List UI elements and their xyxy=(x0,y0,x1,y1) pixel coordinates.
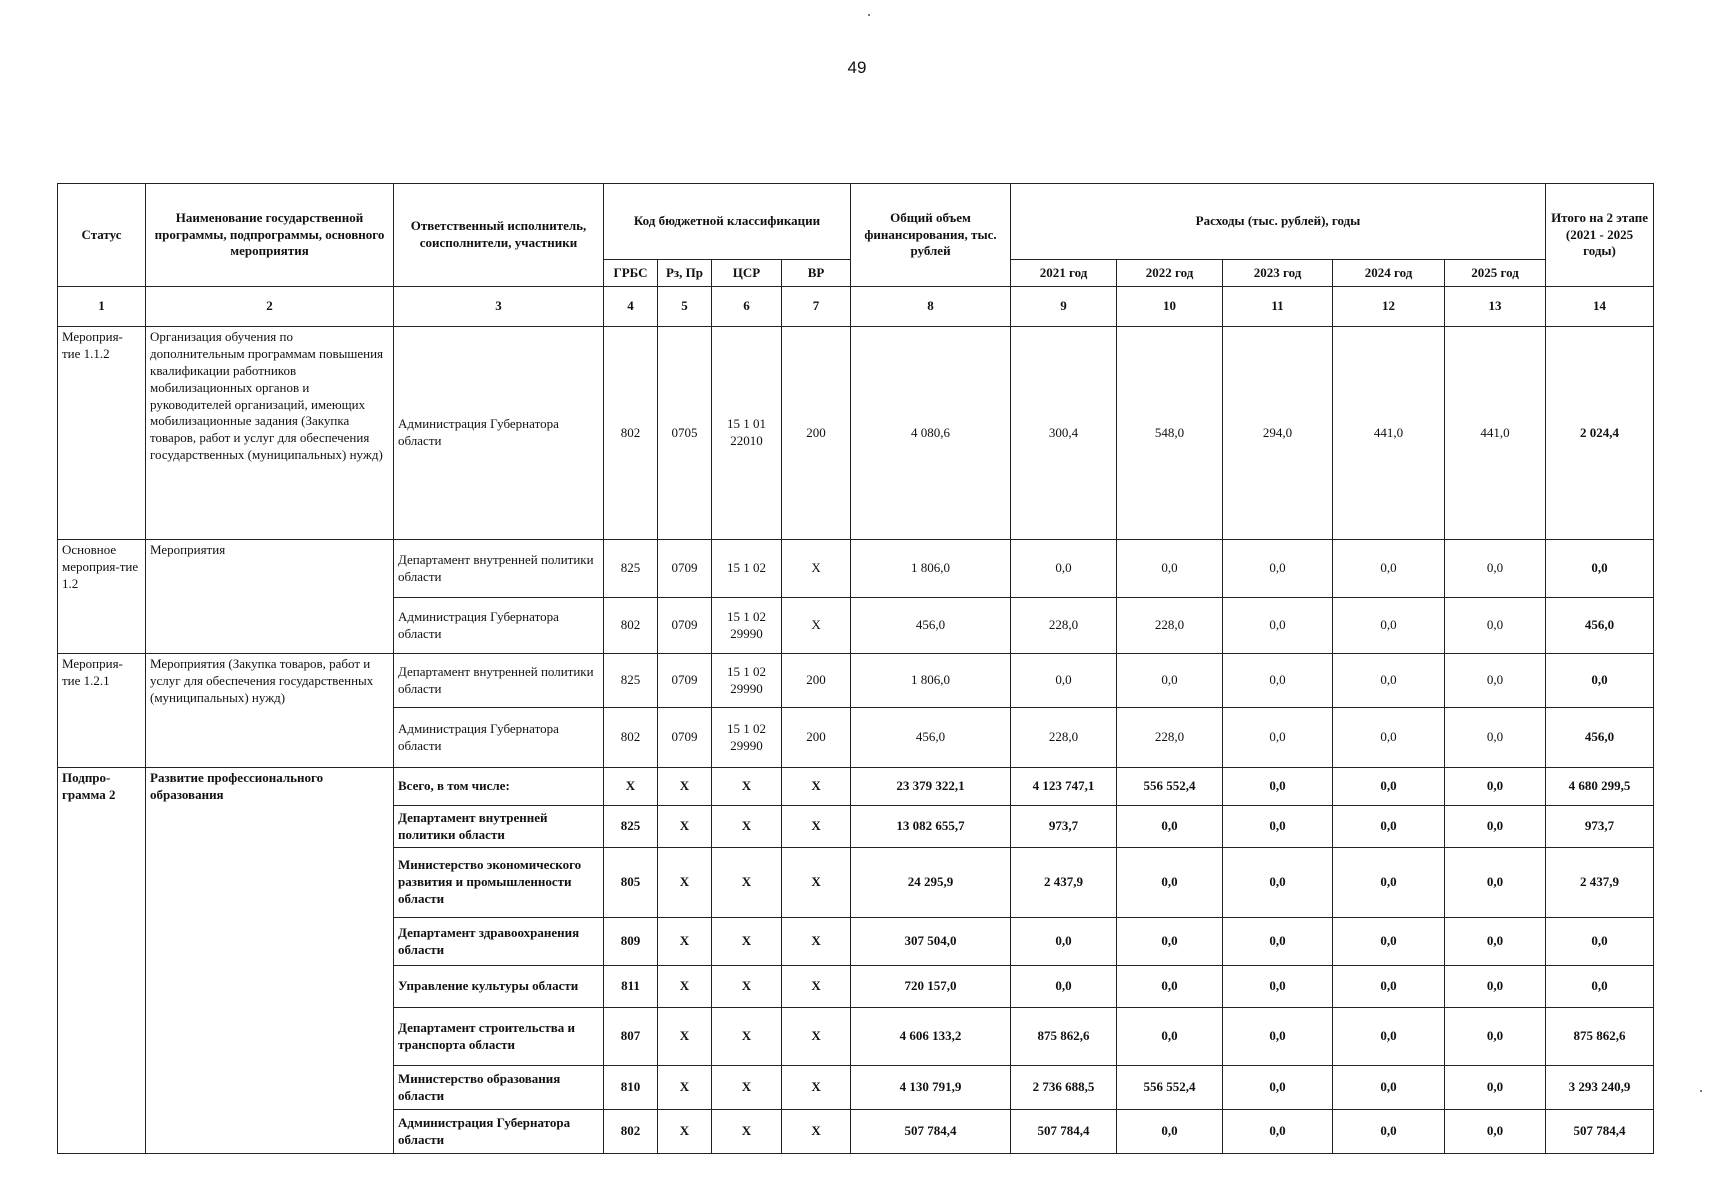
year-2022-cell: 0,0 xyxy=(1117,806,1223,848)
year-2022-cell: 0,0 xyxy=(1117,540,1223,598)
year-2021-cell: 0,0 xyxy=(1011,654,1117,708)
executor-cell: Департамент здравоохранения области xyxy=(394,918,604,966)
header-year-2021: 2021 год xyxy=(1011,260,1117,287)
column-number-row xyxy=(58,287,1654,327)
executor-cell: Управление культуры области xyxy=(394,966,604,1008)
column-number: 11 xyxy=(1223,287,1333,327)
header-stage-total: Итого на 2 этапе (2021 - 2025 годы) xyxy=(1546,184,1654,287)
year-2023-cell: 0,0 xyxy=(1223,654,1333,708)
year-2023-cell: 0,0 xyxy=(1223,966,1333,1008)
header-grbs: ГРБС xyxy=(604,260,658,287)
grbs-cell: 825 xyxy=(604,806,658,848)
executor-cell: Администрация Губернатора области xyxy=(394,708,604,768)
vr-cell: Х xyxy=(782,918,851,966)
table-row xyxy=(58,327,1654,540)
column-number: 13 xyxy=(1445,287,1546,327)
status-cell: Мероприя-тие 1.2.1 xyxy=(58,654,146,768)
executor-cell: Администрация Губернатора области xyxy=(394,598,604,654)
vr-cell: Х xyxy=(782,598,851,654)
grbs-cell: 809 xyxy=(604,918,658,966)
year-2024-cell: 0,0 xyxy=(1333,598,1445,654)
year-2023-cell: 0,0 xyxy=(1223,540,1333,598)
year-2023-cell: 0,0 xyxy=(1223,1110,1333,1154)
header-total-volume: Общий объем финансирования, тыс. рублей xyxy=(851,184,1011,287)
header-year-2024: 2024 год xyxy=(1333,260,1445,287)
year-2022-cell: 548,0 xyxy=(1117,327,1223,540)
csr-cell: Х xyxy=(712,1110,782,1154)
year-2025-cell: 0,0 xyxy=(1445,918,1546,966)
year-2021-cell: 4 123 747,1 xyxy=(1011,768,1117,806)
rzpr-cell: Х xyxy=(658,1110,712,1154)
vr-cell: Х xyxy=(782,768,851,806)
year-2025-cell: 0,0 xyxy=(1445,806,1546,848)
grbs-cell: 802 xyxy=(604,1110,658,1154)
table-body xyxy=(58,327,1654,1154)
csr-cell: Х xyxy=(712,806,782,848)
year-2025-cell: 0,0 xyxy=(1445,654,1546,708)
year-2024-cell: 0,0 xyxy=(1333,1066,1445,1110)
year-2023-cell: 0,0 xyxy=(1223,708,1333,768)
header-year-2025: 2025 год xyxy=(1445,260,1546,287)
csr-cell: Х xyxy=(712,1066,782,1110)
executor-cell: Департамент внутренней политики области xyxy=(394,540,604,598)
executor-cell: Департамент строительства и транспорта области xyxy=(394,1008,604,1066)
total-volume-cell: 456,0 xyxy=(851,598,1011,654)
status-cell: Мероприя-тие 1.1.2 xyxy=(58,327,146,540)
total-volume-cell: 307 504,0 xyxy=(851,918,1011,966)
status-cell: Основное мероприя-тие 1.2 xyxy=(58,540,146,654)
year-2023-cell: 0,0 xyxy=(1223,806,1333,848)
header-budget-code: Код бюджетной классификации xyxy=(604,184,851,260)
rzpr-cell: Х xyxy=(658,848,712,918)
stage-total-cell: 0,0 xyxy=(1546,654,1654,708)
executor-cell: Администрация Губернатора области xyxy=(394,1110,604,1154)
vr-cell: Х xyxy=(782,1008,851,1066)
year-2022-cell: 0,0 xyxy=(1117,1110,1223,1154)
page-number: 49 xyxy=(847,58,867,77)
year-2022-cell: 228,0 xyxy=(1117,708,1223,768)
program-name-cell: Организация обучения по дополнительным программам повышения квалификации работников мобилизационных органов и руководителей организаций, имеющих мобилизационные задания (Закупка товаров, работ и услуг для обеспечения государственных (муниципальных) нужд) xyxy=(146,327,394,540)
header-year-2022: 2022 год xyxy=(1117,260,1223,287)
year-2024-cell: 0,0 xyxy=(1333,768,1445,806)
year-2022-cell: 0,0 xyxy=(1117,966,1223,1008)
year-2022-cell: 0,0 xyxy=(1117,1008,1223,1066)
year-2021-cell: 0,0 xyxy=(1011,918,1117,966)
column-number: 8 xyxy=(851,287,1011,327)
year-2023-cell: 0,0 xyxy=(1223,918,1333,966)
header-rzpr: Рз, Пр xyxy=(658,260,712,287)
csr-cell: 15 1 02 29990 xyxy=(712,654,782,708)
stage-total-cell: 0,0 xyxy=(1546,540,1654,598)
stage-total-cell: 2 437,9 xyxy=(1546,848,1654,918)
grbs-cell: 802 xyxy=(604,598,658,654)
csr-cell: Х xyxy=(712,848,782,918)
year-2023-cell: 0,0 xyxy=(1223,768,1333,806)
grbs-cell: 811 xyxy=(604,966,658,1008)
stage-total-cell: 0,0 xyxy=(1546,966,1654,1008)
column-number: 10 xyxy=(1117,287,1223,327)
year-2025-cell: 0,0 xyxy=(1445,598,1546,654)
rzpr-cell: Х xyxy=(658,966,712,1008)
header-year-2023: 2023 год xyxy=(1223,260,1333,287)
stage-total-cell: 973,7 xyxy=(1546,806,1654,848)
year-2024-cell: 441,0 xyxy=(1333,327,1445,540)
year-2023-cell: 0,0 xyxy=(1223,598,1333,654)
year-2024-cell: 0,0 xyxy=(1333,918,1445,966)
executor-cell: Всего, в том числе: xyxy=(394,768,604,806)
vr-cell: Х xyxy=(782,848,851,918)
rzpr-cell: 0709 xyxy=(658,598,712,654)
rzpr-cell: 0709 xyxy=(658,654,712,708)
csr-cell: 15 1 02 29990 xyxy=(712,598,782,654)
year-2022-cell: 556 552,4 xyxy=(1117,768,1223,806)
rzpr-cell: Х xyxy=(658,1066,712,1110)
year-2025-cell: 0,0 xyxy=(1445,540,1546,598)
column-number: 1 xyxy=(58,287,146,327)
total-volume-cell: 23 379 322,1 xyxy=(851,768,1011,806)
stage-total-cell: 456,0 xyxy=(1546,598,1654,654)
csr-cell: Х xyxy=(712,918,782,966)
year-2025-cell: 0,0 xyxy=(1445,708,1546,768)
scan-artifact xyxy=(868,14,870,16)
rzpr-cell: Х xyxy=(658,1008,712,1066)
year-2023-cell: 294,0 xyxy=(1223,327,1333,540)
grbs-cell: 810 xyxy=(604,1066,658,1110)
year-2025-cell: 0,0 xyxy=(1445,1110,1546,1154)
year-2025-cell: 0,0 xyxy=(1445,1066,1546,1110)
program-name-cell: Мероприятия (Закупка товаров, работ и услуг для обеспечения государственных (муниципальных) нужд) xyxy=(146,654,394,768)
header-expenses: Расходы (тыс. рублей), годы xyxy=(1011,184,1546,260)
year-2024-cell: 0,0 xyxy=(1333,966,1445,1008)
total-volume-cell: 507 784,4 xyxy=(851,1110,1011,1154)
year-2023-cell: 0,0 xyxy=(1223,848,1333,918)
rzpr-cell: 0709 xyxy=(658,540,712,598)
year-2023-cell: 0,0 xyxy=(1223,1066,1333,1110)
year-2021-cell: 0,0 xyxy=(1011,540,1117,598)
executor-cell: Департамент внутренней политики области xyxy=(394,806,604,848)
column-number: 9 xyxy=(1011,287,1117,327)
table-row xyxy=(58,768,1654,806)
year-2024-cell: 0,0 xyxy=(1333,654,1445,708)
csr-cell: Х xyxy=(712,768,782,806)
rzpr-cell: 0709 xyxy=(658,708,712,768)
grbs-cell: 805 xyxy=(604,848,658,918)
grbs-cell: 825 xyxy=(604,654,658,708)
year-2021-cell: 507 784,4 xyxy=(1011,1110,1117,1154)
total-volume-cell: 4 080,6 xyxy=(851,327,1011,540)
grbs-cell: 825 xyxy=(604,540,658,598)
csr-cell: 15 1 02 29990 xyxy=(712,708,782,768)
header-vr: ВР xyxy=(782,260,851,287)
vr-cell: 200 xyxy=(782,327,851,540)
stage-total-cell: 875 862,6 xyxy=(1546,1008,1654,1066)
total-volume-cell: 24 295,9 xyxy=(851,848,1011,918)
stage-total-cell: 3 293 240,9 xyxy=(1546,1066,1654,1110)
table-row xyxy=(58,654,1654,708)
year-2022-cell: 0,0 xyxy=(1117,848,1223,918)
stage-total-cell: 2 024,4 xyxy=(1546,327,1654,540)
year-2025-cell: 0,0 xyxy=(1445,1008,1546,1066)
total-volume-cell: 1 806,0 xyxy=(851,540,1011,598)
grbs-cell: 802 xyxy=(604,708,658,768)
header-csr: ЦСР xyxy=(712,260,782,287)
grbs-cell: 807 xyxy=(604,1008,658,1066)
year-2022-cell: 556 552,4 xyxy=(1117,1066,1223,1110)
total-volume-cell: 1 806,0 xyxy=(851,654,1011,708)
total-volume-cell: 456,0 xyxy=(851,708,1011,768)
vr-cell: Х xyxy=(782,806,851,848)
header-status: Статус xyxy=(58,184,146,287)
column-number: 3 xyxy=(394,287,604,327)
stage-total-cell: 4 680 299,5 xyxy=(1546,768,1654,806)
total-volume-cell: 4 130 791,9 xyxy=(851,1066,1011,1110)
program-name-cell: Развитие профессионального образования xyxy=(146,768,394,1154)
stage-total-cell: 507 784,4 xyxy=(1546,1110,1654,1154)
year-2022-cell: 0,0 xyxy=(1117,918,1223,966)
year-2021-cell: 875 862,6 xyxy=(1011,1008,1117,1066)
executor-cell: Департамент внутренней политики области xyxy=(394,654,604,708)
rzpr-cell: 0705 xyxy=(658,327,712,540)
year-2021-cell: 228,0 xyxy=(1011,598,1117,654)
year-2021-cell: 300,4 xyxy=(1011,327,1117,540)
header-executor: Ответственный исполнитель, соисполнители, участники xyxy=(394,184,604,287)
year-2021-cell: 2 736 688,5 xyxy=(1011,1066,1117,1110)
program-name-cell: Мероприятия xyxy=(146,540,394,654)
rzpr-cell: Х xyxy=(658,806,712,848)
vr-cell: 200 xyxy=(782,654,851,708)
vr-cell: 200 xyxy=(782,708,851,768)
csr-cell: Х xyxy=(712,966,782,1008)
grbs-cell: 802 xyxy=(604,327,658,540)
table-row xyxy=(58,540,1654,598)
year-2022-cell: 0,0 xyxy=(1117,654,1223,708)
total-volume-cell: 4 606 133,2 xyxy=(851,1008,1011,1066)
year-2021-cell: 0,0 xyxy=(1011,966,1117,1008)
vr-cell: Х xyxy=(782,1066,851,1110)
grbs-cell: Х xyxy=(604,768,658,806)
year-2024-cell: 0,0 xyxy=(1333,708,1445,768)
year-2024-cell: 0,0 xyxy=(1333,540,1445,598)
year-2021-cell: 973,7 xyxy=(1011,806,1117,848)
year-2025-cell: 441,0 xyxy=(1445,327,1546,540)
stage-total-cell: 456,0 xyxy=(1546,708,1654,768)
year-2024-cell: 0,0 xyxy=(1333,848,1445,918)
year-2024-cell: 0,0 xyxy=(1333,1008,1445,1066)
csr-cell: 15 1 01 22010 xyxy=(712,327,782,540)
rzpr-cell: Х xyxy=(658,768,712,806)
executor-cell: Администрация Губернатора области xyxy=(394,327,604,540)
year-2025-cell: 0,0 xyxy=(1445,848,1546,918)
rzpr-cell: Х xyxy=(658,918,712,966)
vr-cell: Х xyxy=(782,966,851,1008)
executor-cell: Министерство экономического развития и промышленности области xyxy=(394,848,604,918)
status-cell: Подпро-грамма 2 xyxy=(58,768,146,1154)
column-number: 5 xyxy=(658,287,712,327)
year-2023-cell: 0,0 xyxy=(1223,1008,1333,1066)
csr-cell: Х xyxy=(712,1008,782,1066)
column-number: 6 xyxy=(712,287,782,327)
executor-cell: Министерство образования области xyxy=(394,1066,604,1110)
column-number: 12 xyxy=(1333,287,1445,327)
year-2025-cell: 0,0 xyxy=(1445,768,1546,806)
scan-artifact xyxy=(1700,1090,1702,1092)
year-2021-cell: 228,0 xyxy=(1011,708,1117,768)
header-name: Наименование государственной программы, подпрограммы, основного мероприятия xyxy=(146,184,394,287)
total-volume-cell: 720 157,0 xyxy=(851,966,1011,1008)
column-number: 4 xyxy=(604,287,658,327)
column-number: 2 xyxy=(146,287,394,327)
vr-cell: Х xyxy=(782,1110,851,1154)
year-2024-cell: 0,0 xyxy=(1333,806,1445,848)
csr-cell: 15 1 02 xyxy=(712,540,782,598)
year-2022-cell: 228,0 xyxy=(1117,598,1223,654)
year-2021-cell: 2 437,9 xyxy=(1011,848,1117,918)
total-volume-cell: 13 082 655,7 xyxy=(851,806,1011,848)
stage-total-cell: 0,0 xyxy=(1546,918,1654,966)
vr-cell: Х xyxy=(782,540,851,598)
column-number: 14 xyxy=(1546,287,1654,327)
budget-table xyxy=(57,183,1654,1154)
year-2025-cell: 0,0 xyxy=(1445,966,1546,1008)
year-2024-cell: 0,0 xyxy=(1333,1110,1445,1154)
column-number: 7 xyxy=(782,287,851,327)
